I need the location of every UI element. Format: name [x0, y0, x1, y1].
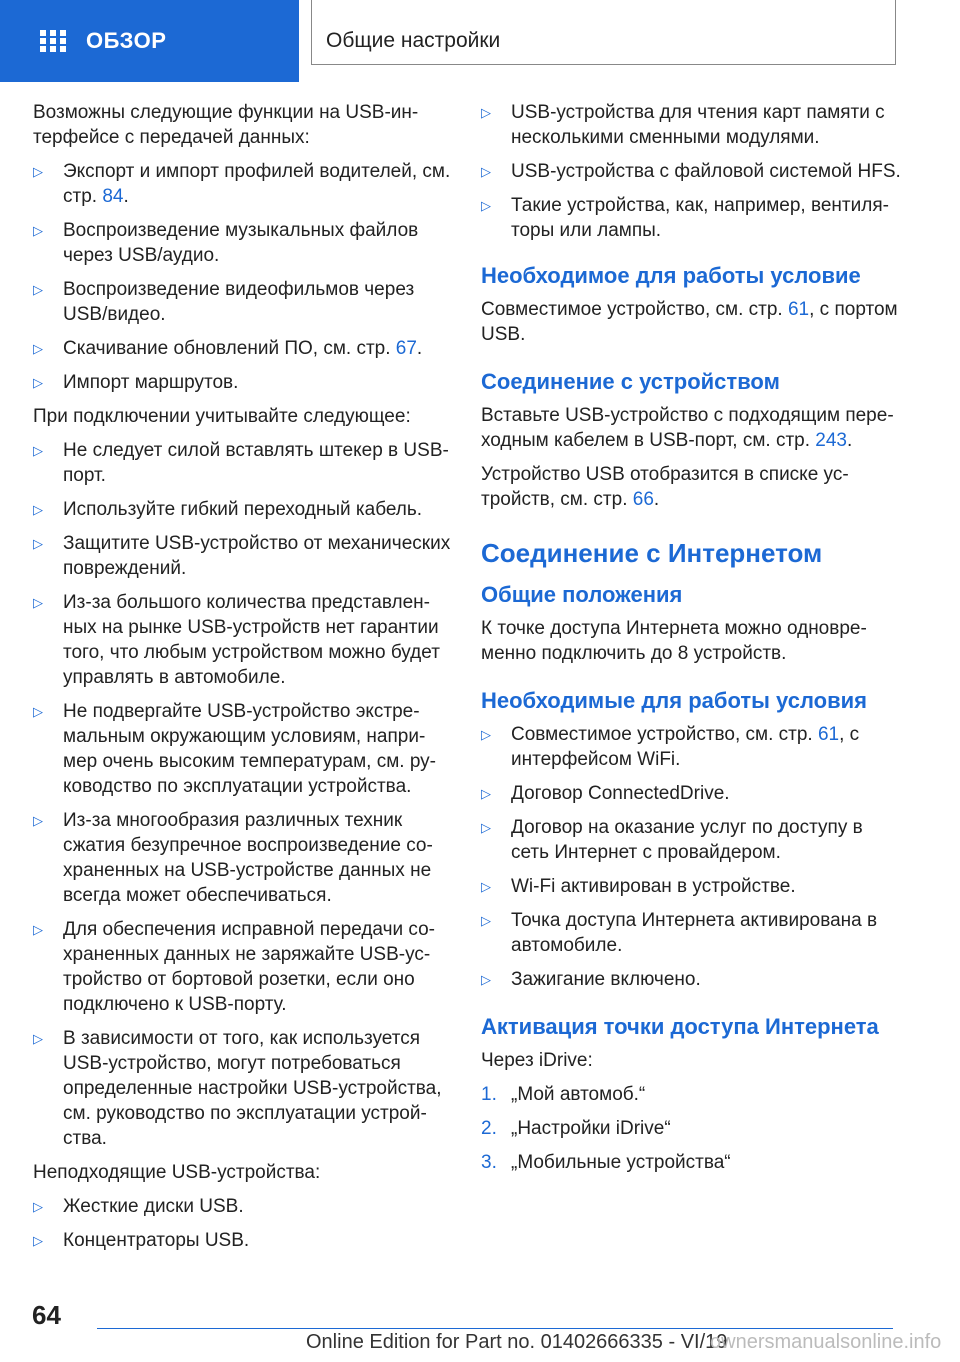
- text-run: Совместимое устройство, см. стр.: [481, 299, 788, 320]
- triangle-bullet-icon: ▷: [33, 502, 43, 517]
- triangle-bullet-icon: ▷: [33, 813, 43, 828]
- triangle-bullet-icon: ▷: [33, 922, 43, 937]
- page-number: 64: [32, 1300, 61, 1330]
- list-item-text: Не следует силой вставлять штекер в USB-порт.: [63, 440, 449, 486]
- list-item: [33, 277, 453, 327]
- list-item: [481, 159, 901, 184]
- section-header: [311, 0, 896, 65]
- list-item-text: Договор ConnectedDrive.: [511, 783, 730, 804]
- page-link[interactable]: 243: [815, 430, 847, 451]
- triangle-bullet-icon: ▷: [481, 786, 491, 801]
- list-item: [33, 497, 453, 522]
- list-item: [33, 917, 453, 1017]
- list-item-text: Для обеспечения исправной передачи со-храненных данных не заряжайте USB-ус-тройство от бортовой розетки, если оно подключено к USB-порту.: [63, 919, 435, 1015]
- list-item: [481, 193, 901, 243]
- list-item-text: Жесткие диски USB.: [63, 1196, 244, 1217]
- list-item-text: USB-устройства с файловой системой HFS.: [511, 161, 901, 182]
- triangle-bullet-icon: ▷: [481, 972, 491, 987]
- list-item-text: В зависимости от того, как используется USB-устройство, могут потребоваться определенные настройки USB-устройства, см. руководство по эксплуатации устрой-ства.: [63, 1028, 442, 1149]
- list-item-text: , с интерфейсом WiFi.: [511, 724, 860, 770]
- list-item: [33, 808, 453, 908]
- device-connection-heading: Соединение с устройством: [481, 369, 780, 394]
- connection-notes-intro: При подключении учитывайте следующее:: [33, 406, 411, 427]
- list-item-text: Точка доступа Интернета активирована в автомобиле.: [511, 910, 878, 956]
- activation-heading: Активация точки доступа Интернета: [481, 1014, 879, 1039]
- list-item-text: Не подвергайте USB-устройство экстре-мальным окружающим условиям, напри-мер очень высоким температурам, см. ру-ководство по эксплуатации устройства.: [63, 701, 437, 797]
- left-column: [33, 100, 453, 1262]
- triangle-bullet-icon: ▷: [33, 1031, 43, 1046]
- list-item: [33, 218, 453, 268]
- device-connection-text: [481, 403, 901, 453]
- section-title: Общие настройки: [326, 29, 501, 52]
- list-item: [33, 1026, 453, 1151]
- list-item-text: Из-за большого количества представлен-ных на рынке USB-устройств нет гарантии того, что любым устройством можно будет управлять в автомобиле.: [63, 592, 440, 688]
- step-text: „Мобильные устройства“: [511, 1152, 731, 1173]
- list-item: [481, 967, 901, 992]
- list-item: [33, 590, 453, 690]
- list-item-text: Договор на оказание услуг по доступу в сеть Интернет с провайдером.: [511, 817, 863, 863]
- list-item-text: Wi-Fi активирован в устройстве.: [511, 876, 796, 897]
- triangle-bullet-icon: ▷: [33, 443, 43, 458]
- list-item-text: .: [123, 186, 129, 207]
- list-item-text: Зажигание включено.: [511, 969, 701, 990]
- usb-functions-list: [33, 159, 453, 395]
- device-display-text: [481, 462, 901, 512]
- overview-tab-label: ОБЗОР: [86, 28, 167, 53]
- triangle-bullet-icon: ▷: [33, 1199, 43, 1214]
- usb-functions-intro: Возможны следующие функции на USB-ин-терфейсе с передачей данных:: [33, 102, 419, 148]
- list-item-text: USB-устройства для чтения карт памяти с несколькими сменными модулями.: [511, 102, 885, 148]
- watermark: ownersmanualsonline.info: [710, 1331, 942, 1353]
- triangle-bullet-icon: ▷: [33, 595, 43, 610]
- general-text: К точке доступа Интернета можно одновре-менно подключить до 8 устройств.: [481, 618, 867, 664]
- triangle-bullet-icon: ▷: [33, 341, 43, 356]
- list-item: [33, 1228, 453, 1253]
- triangle-bullet-icon: ▷: [481, 879, 491, 894]
- triangle-bullet-icon: ▷: [33, 536, 43, 551]
- text-run: Вставьте USB-устройство с подходящим пере-ходным кабелем в USB-порт, см. стр.: [481, 405, 894, 451]
- list-item: [481, 100, 901, 150]
- list-item-text: Импорт маршрутов.: [63, 372, 239, 393]
- step-item: [481, 1150, 901, 1175]
- page-link[interactable]: 61: [817, 724, 840, 745]
- triangle-bullet-icon: ▷: [33, 704, 43, 719]
- page-link[interactable]: 61: [787, 299, 810, 320]
- list-item: [481, 781, 901, 806]
- via-idrive-text: Через iDrive:: [481, 1050, 593, 1071]
- unsuitable-devices-intro: Неподходящие USB-устройства:: [33, 1162, 321, 1183]
- list-item-text: Защитите USB-устройство от механических повреждений.: [63, 533, 451, 579]
- step-number: 1.: [481, 1084, 497, 1105]
- page-link[interactable]: 67: [395, 338, 417, 359]
- triangle-bullet-icon: ▷: [33, 375, 43, 390]
- text-run: , с портом USB.: [481, 299, 898, 345]
- page-link[interactable]: 66: [632, 489, 654, 510]
- step-text: „Мой автомоб.“: [511, 1084, 646, 1105]
- list-item-text: Из-за многообразия различных техник сжатия безупречное воспроизведение со-храненных на USB-устройстве данных не всегда может обеспечиваться.: [63, 810, 433, 906]
- list-item: [481, 908, 901, 958]
- requirement-text: [481, 297, 901, 347]
- triangle-bullet-icon: ▷: [33, 164, 43, 179]
- requirements-heading: Необходимые для работы условия: [481, 688, 867, 713]
- grid-icon: [40, 30, 66, 52]
- list-item-text: Воспроизведение музыкальных файлов через USB/аудио.: [63, 220, 419, 266]
- internet-connection-heading: Соединение с Интернетом: [481, 538, 823, 568]
- triangle-bullet-icon: ▷: [481, 727, 491, 742]
- step-number: 3.: [481, 1152, 497, 1173]
- list-item: [33, 531, 453, 581]
- general-heading: Общие положения: [481, 582, 683, 607]
- text-run: Устройство USB отобразится в списке ус-тройств, см. стр.: [481, 464, 849, 510]
- list-item-text: Такие устройства, как, например, вентиля-торы или лампы.: [511, 195, 889, 241]
- step-item: [481, 1116, 901, 1141]
- list-item: [33, 370, 453, 395]
- triangle-bullet-icon: ▷: [33, 1233, 43, 1248]
- triangle-bullet-icon: ▷: [481, 913, 491, 928]
- step-number: 2.: [481, 1118, 497, 1139]
- right-column: [481, 100, 901, 1184]
- text-run: .: [653, 489, 660, 510]
- activation-steps: [481, 1082, 901, 1175]
- list-item: [33, 1194, 453, 1219]
- page-link[interactable]: 84: [102, 186, 124, 207]
- list-item: [33, 438, 453, 488]
- list-item-text: .: [416, 338, 423, 359]
- triangle-bullet-icon: ▷: [33, 282, 43, 297]
- unsuitable-devices-list-cont: [481, 100, 901, 243]
- list-item-text: Скачивание обновлений ПО, см. стр.: [63, 338, 396, 359]
- unsuitable-devices-list: [33, 1194, 453, 1253]
- requirement-heading: Необходимое для работы условие: [481, 263, 861, 288]
- list-item-text: Экспорт и импорт профилей водителей, см. стр.: [63, 161, 451, 207]
- edition-text: Online Edition for Part no. 01402666335 - VI/19: [306, 1331, 728, 1353]
- overview-tab[interactable]: [0, 0, 299, 82]
- step-item: [481, 1082, 901, 1107]
- triangle-bullet-icon: ▷: [33, 223, 43, 238]
- step-text: „Настройки iDrive“: [511, 1118, 671, 1139]
- list-item: [33, 336, 453, 361]
- list-item: [481, 722, 901, 772]
- connection-notes-list: [33, 438, 453, 1151]
- list-item: [481, 815, 901, 865]
- triangle-bullet-icon: ▷: [481, 198, 491, 213]
- triangle-bullet-icon: ▷: [481, 820, 491, 835]
- triangle-bullet-icon: ▷: [481, 105, 491, 120]
- list-item-text: Воспроизведение видеофильмов через USB/видео.: [63, 279, 415, 325]
- list-item: [481, 874, 901, 899]
- list-item-text: Совместимое устройство, см. стр.: [511, 724, 818, 745]
- list-item: [33, 699, 453, 799]
- footer-divider: [97, 1328, 893, 1329]
- text-run: .: [846, 430, 853, 451]
- requirements-list: [481, 722, 901, 992]
- list-item-text: Используйте гибкий переходный кабель.: [63, 499, 423, 520]
- list-item-text: Концентраторы USB.: [63, 1230, 250, 1251]
- list-item: [33, 159, 453, 209]
- triangle-bullet-icon: ▷: [481, 164, 491, 179]
